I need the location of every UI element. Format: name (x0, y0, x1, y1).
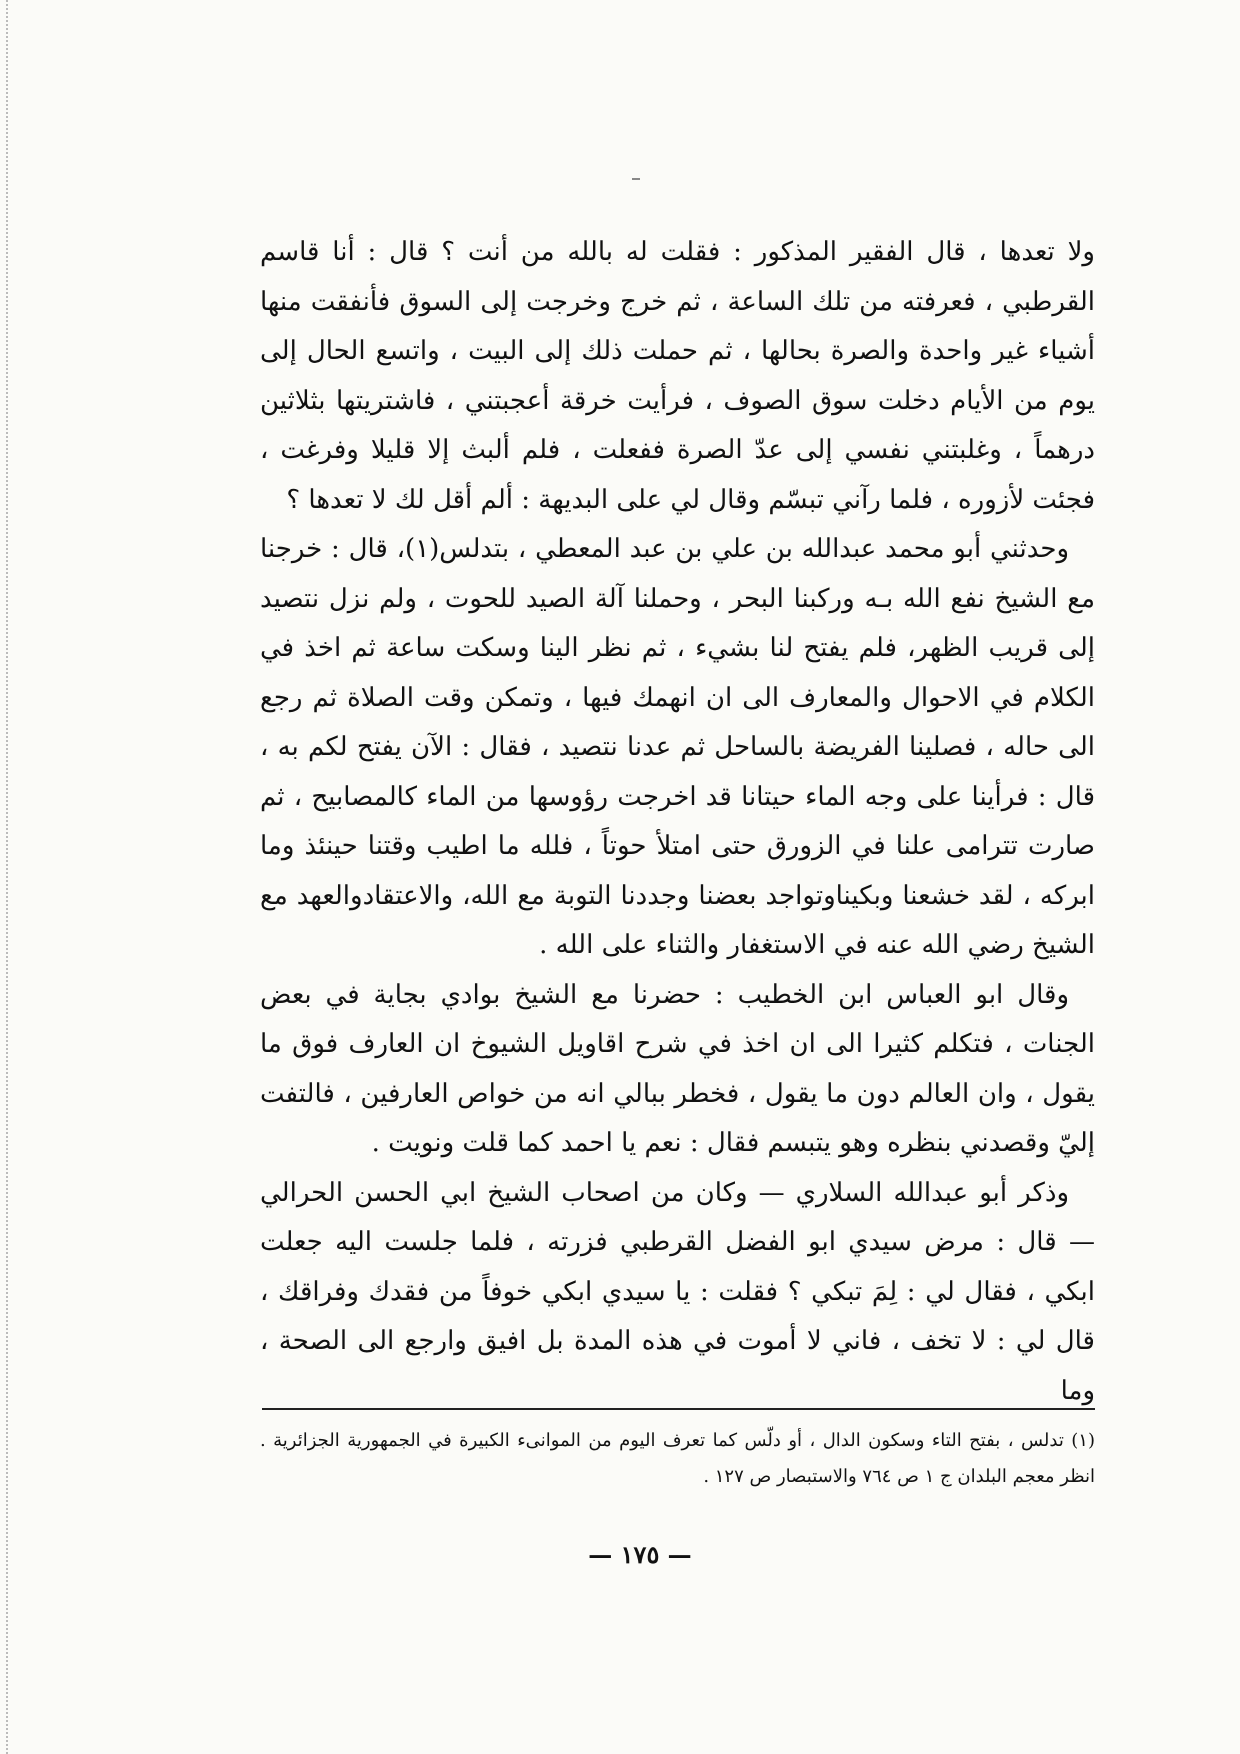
footnote-divider (262, 1408, 1095, 1410)
header-mark (632, 178, 640, 180)
main-text (260, 228, 1095, 1416)
footnote: (١) تدلس ، بفتح التاء وسكون الدال ، أو دلّس كما تعرف اليوم من الموانىء الكبيرة في الجمهورية الجزائرية . انظر معجم البلدان ج ١ ص ٧٦٤ والاستبصار ص ١٢٧ . (260, 1430, 1095, 1487)
paragraph-2: وحدثني أبو محمد عبدالله بن علي بن عبد المعطي ، بتدلس(١)، قال : خرجنا مع الشيخ نفع الله بـه وركبنا البحر ، وحملنا آلة الصيد للحوت ، ولم نزل نتصيد إلى قريب الظهر، فلم يفتح لنا بشيء ، ثم نظر الينا وسكت ساعة ثم اخذ في الكلام في الاحوال والمعارف الى ان انهمك فيها ، وتمكن وقت الصلاة ثم رجع الى حاله ، فصلينا الفريضة بالساحل ثم عدنا نتصيد ، فقال : الآن يفتح لكم به ، قال : فرأينا على وجه الماء حيتانا قد اخرجت رؤوسها من الماء كالمصابيح ، ثم صارت تترامى علنا في الزورق حتى امتلأ حوتاً ، فلله ما اطيب وقتنا حينئذ وما ابركه ، لقد خشعنا وبكيناوتواجد بعضنا وجددنا التوبة مع الله، والاعتقادوالعهد مع الشيخ رضي الله عنه في الاستغفار والثناء على الله . (260, 534, 1095, 960)
paragraph-4: وذكر أبو عبدالله السلاري — وكان من اصحاب الشيخ ابي الحسن الحرالي — قال : مرض سيدي ابو الفضل القرطبي فزرته ، فلما جلست اليه جعلت ابكي ، فقال لي : لِمَ تبكي ؟ فقلت : يا سيدي ابكي خوفاً من فقدك وفراقك ، قال لي : لا تخف ، فاني لا أموت في هذه المدة بل افيق وارجع الى الصحة ، وما (260, 1177, 1096, 1406)
paragraph-3: وقال ابو العباس ابن الخطيب : حضرنا مع الشيخ بوادي بجاية في بعض الجنات ، فتكلم كثيرا الى ان اخذ في شرح اقاويل الشيوخ ان العارف فوق ما يقول ، وان العالم دون ما يقول ، فخطر ببالي انه من خواص العارفين ، فالتفت إليّ وقصدني بنظره وهو يتبسم فقال : نعم يا احمد كما قلت ونويت . (260, 979, 1095, 1158)
paragraph-1: ولا تعدها ، قال الفقير المذكور : فقلت له بالله من أنت ؟ قال : أنا قاسم القرطبي ، فعرفته من تلك الساعة ، ثم خرج وخرجت إلى السوق فأنفقت منها أشياء غير واحدة والصرة بحالها ، ثم حملت ذلك إلى البيت ، واتسع الحال إلى يوم من الأيام دخلت سوق الصوف ، فرأيت خرقة أعجبتني ، فاشتريتها بثلاثين درهماً ، وغلبتني نفسي إلى عدّ الصرة ففعلت ، فلم ألبث إلا قليلا وفرغت ، فجئت لأزوره ، فلما رآني تبسّم وقال لي على البديهة : ألم أقل لك لا تعدها ؟ (260, 237, 1095, 515)
page-number: — ١٧٥ — (588, 1540, 692, 1569)
scan-edge (6, 0, 10, 1754)
